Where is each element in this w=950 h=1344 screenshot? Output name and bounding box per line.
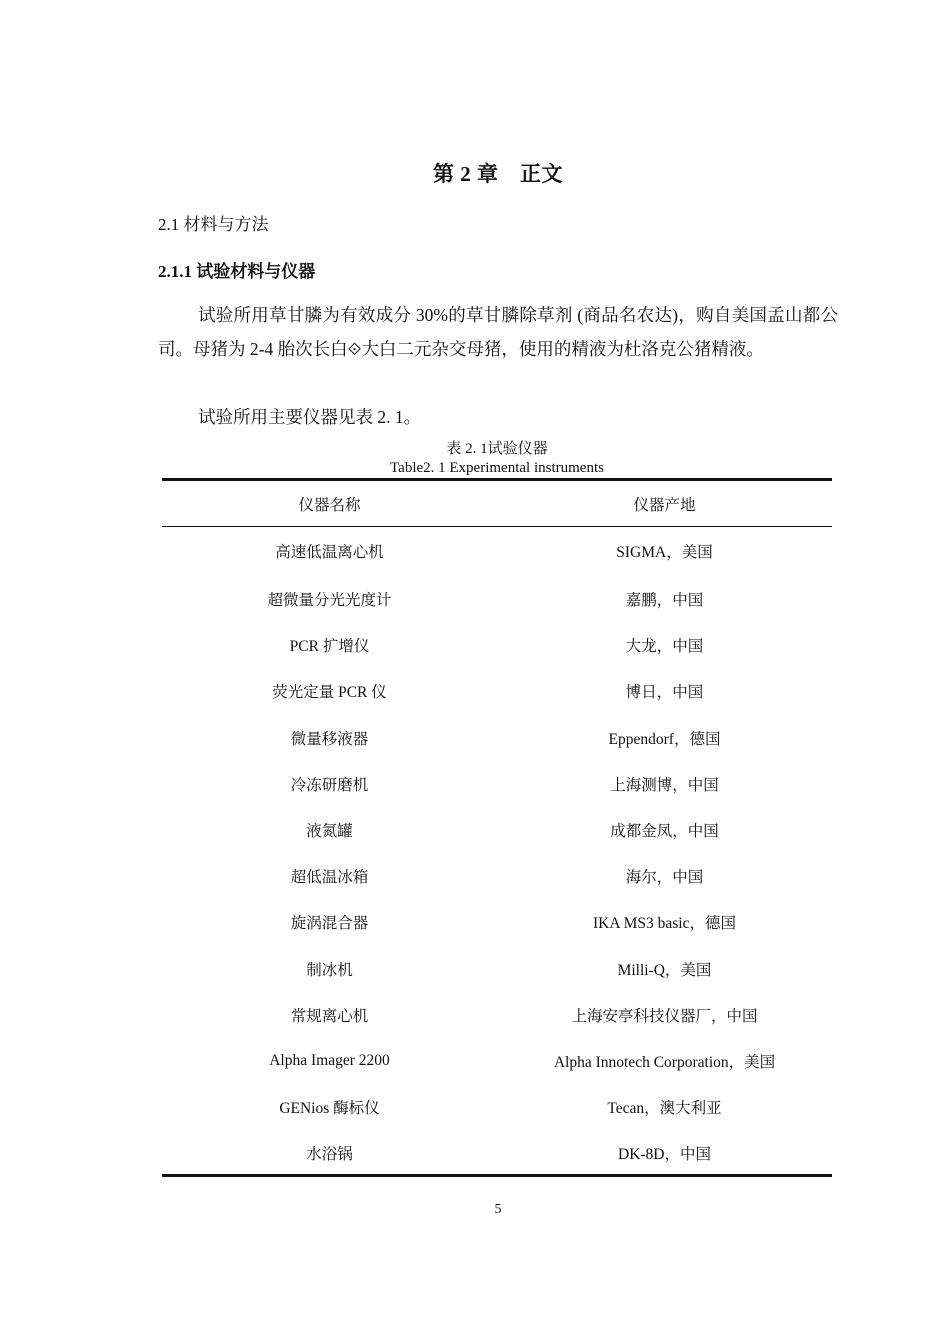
- instrument-origin: 海尔，中国: [625, 869, 704, 887]
- table-row: [162, 761, 832, 807]
- instrument-origin: Milli-Q，美国: [617, 961, 712, 979]
- instrument-name: 超低温冰箱: [290, 869, 369, 887]
- instrument-origin: 嘉鹏，中国: [625, 592, 704, 610]
- instrument-origin: 成都金凤，中国: [610, 823, 719, 841]
- table-caption-english: Table2. 1 Experimental instruments: [390, 460, 604, 476]
- table-row: [162, 946, 832, 992]
- table-header-row: [162, 481, 832, 526]
- instruments-intro-paragraph: 试验所用主要仪器见表 2. 1。: [198, 407, 422, 427]
- instrument-name: 常规离心机: [290, 1007, 369, 1025]
- table-row: [162, 1130, 832, 1176]
- table-row: [162, 526, 832, 576]
- subsection-heading: 2.1.1 试验材料与仪器: [158, 262, 316, 281]
- instrument-origin: 博日，中国: [625, 684, 704, 702]
- header-instrument-origin: 仪器产地: [633, 496, 696, 514]
- table-row: [162, 668, 832, 714]
- instrument-name: 荧光定量 PCR 仪: [272, 684, 387, 702]
- instrument-origin: Eppendorf，德国: [608, 730, 721, 748]
- instrument-name: PCR 扩增仪: [289, 638, 370, 656]
- table-row: [162, 853, 832, 899]
- section-heading: 2.1 材料与方法: [158, 215, 269, 234]
- instrument-origin: SIGMA，美国: [616, 544, 713, 561]
- table-row: [162, 576, 832, 622]
- instrument-name: 高速低温离心机: [275, 544, 384, 561]
- instrument-origin: 上海安亭科技仪器厂，中国: [571, 1007, 758, 1025]
- materials-paragraph: 试验所用草甘膦为有效成分 30%的草甘膦除草剂 (商品名农达)，购自美国孟山都公司。母猪为 2-4 胎次长白⟐大白二元杂交母猪，使用的精液为杜洛克公猪精液。: [158, 305, 838, 359]
- table-row: [162, 622, 832, 668]
- instrument-origin: 上海测博，中国: [610, 776, 719, 794]
- instrument-name: 超微量分光光度计: [267, 592, 392, 610]
- page-number: 5: [494, 1202, 502, 1217]
- instrument-name: 液氮罐: [306, 823, 353, 841]
- instrument-name: Alpha Imager 2200: [269, 1051, 390, 1069]
- table-row: [162, 1038, 832, 1084]
- instrument-origin: Alpha Innotech Corporation，美国: [553, 1053, 776, 1071]
- table-row: [162, 807, 832, 853]
- table-row: [162, 899, 832, 945]
- instruments-table: [162, 481, 832, 1176]
- instrument-name: 制冰机: [306, 961, 353, 979]
- instrument-name: 水浴锅: [306, 1146, 353, 1164]
- instrument-name: 冷冻研磨机: [290, 776, 369, 794]
- instrument-name: GENios 酶标仪: [279, 1100, 380, 1118]
- table-row: [162, 992, 832, 1038]
- instrument-origin: Tecan，澳大利亚: [607, 1100, 722, 1118]
- table-row: [162, 715, 832, 761]
- table-caption-chinese: 表 2. 1试验仪器: [446, 441, 548, 457]
- instrument-name: 微量移液器: [290, 730, 369, 748]
- instrument-origin: IKA MS3 basic，德国: [593, 915, 736, 933]
- instrument-origin: DK-8D，中国: [618, 1146, 711, 1164]
- instrument-origin: 大龙，中国: [625, 638, 704, 656]
- header-instrument-name: 仪器名称: [298, 496, 361, 514]
- instrument-name: 旋涡混合器: [290, 915, 369, 933]
- table-row: [162, 1084, 832, 1130]
- chapter-title: 第 2 章 正文: [433, 162, 563, 186]
